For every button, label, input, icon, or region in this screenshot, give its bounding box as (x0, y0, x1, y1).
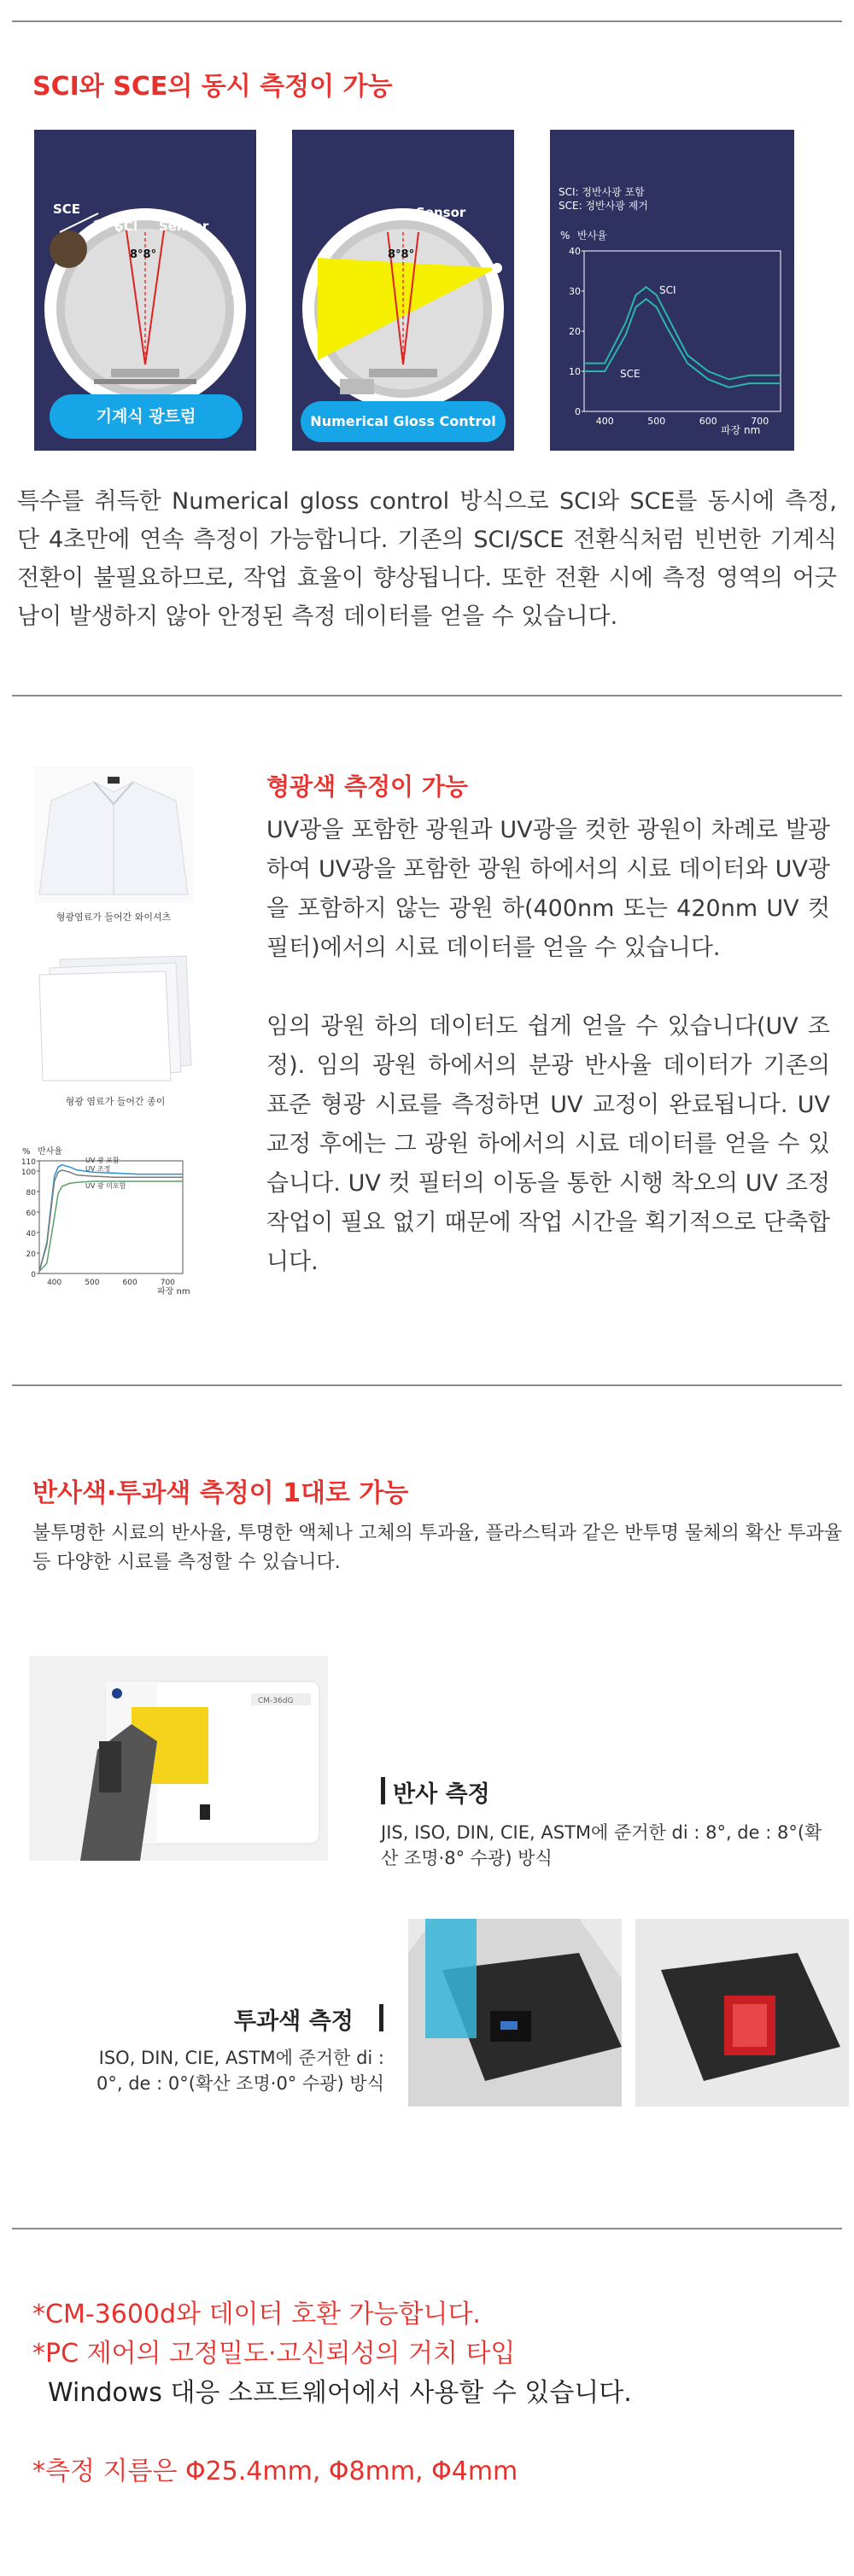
note-line3: Windows 대응 소프트웨어에서 사용할 수 있습니다. (48, 2378, 632, 2408)
section3-intro: 불투명한 시료의 반사율, 투명한 액체나 고체의 투과율, 플라스틱과 같은 반투명 물체의 확산 투과율 등 다양한 시료를 측정할 수 있습니다. (32, 1523, 842, 1573)
y-label-1: 반사율 (577, 230, 607, 242)
label-sci: SCI (114, 219, 138, 234)
note-line1: *CM-3600d와 데이터 호환 가능합니다. (32, 2299, 481, 2329)
device-model-label: CM-36dG (258, 1697, 294, 1705)
sci-sce-chart (550, 130, 794, 451)
legend-line2: SCE: 정반사광 제거 (559, 200, 648, 212)
section1-title: SCI와 SCE의 동시 측정이 가능 (32, 72, 393, 102)
series-label-2: SCE (620, 368, 640, 380)
panel-numerical (292, 130, 514, 451)
series-line-3 (39, 1181, 183, 1272)
section1-paragraph: 특수를 취득한 Numerical gloss control 방식으로 SCI와 SCE를 동시에 측정, 단 4초만에 연속 측정이 가능합니다. 기존의 SCI/SCE 전환식처럼 빈번한 기계식 전환이 불필요하므로, 작업 효율이 향상됩니다. 또한 전환 시에 측정 영역의 어긋남이 발생하지 않아 안정된 측정 데이터를 얻을 수 있습니다. (17, 488, 837, 630)
numerical-button: Numerical Gloss Control (301, 401, 506, 442)
series-line-1 (584, 287, 781, 379)
x-tick-label: 400 (47, 1279, 62, 1287)
y-tick-label: 0 (31, 1271, 36, 1279)
x-tick-label: 700 (160, 1279, 175, 1287)
device-photo (29, 1656, 328, 1861)
section2-paragraph1: UV광을 포함한 광원과 UV광을 컷한 광원이 차례로 발광하여 UV광을 포함한 광원 하에서의 시료 데이터와 UV광을 포함하지 않는 광원 하(400nm 또는 420nm UV 컷 필터)에서의 시료 데이터를 얻을 수 있습니다. (266, 817, 830, 961)
section3-title: 반사색·투과색 측정이 1대로 가능 (32, 1478, 409, 1508)
x-tick-label: 400 (595, 416, 614, 427)
chart-frame (584, 251, 781, 411)
caption-paper: 형광 염료가 들어간 종이 (65, 1096, 166, 1107)
section2-paragraph2: 임의 광원 하의 데이터도 쉽게 얻을 수 있습니다(UV 조정). 임의 광원 하에서의 분광 반사율 데이터가 기존의 표준 형광 시료를 측정하면 UV 교정이 완료됩니다. UV 교정 후에는 그 광원 하에서의 시료 데이터를 얻을 수 있습니다. UV 컷 필터의 이동을 통한 시행 착오의 UV 조정 작업이 필요 없기 때문에 작업 시간을 획기적으로 단축합니다. (266, 1013, 830, 1275)
uv-chart-container (20, 1144, 208, 1297)
transmit-title: 투과색 측정 (234, 2008, 354, 2035)
series-label-2: UV 조정 (85, 1165, 111, 1173)
note-line4: *측정 지름은 Φ25.4mm, Φ8mm, Φ4mm (32, 2457, 518, 2486)
y-tick-label: 10 (569, 366, 581, 377)
transmit-photos (408, 1919, 849, 2107)
y-tick-label: 20 (26, 1250, 36, 1259)
x-tick-label: 700 (751, 416, 769, 427)
panel-mechanical (34, 130, 256, 451)
y-tick-label: 60 (26, 1209, 36, 1218)
x-tick-label: 600 (699, 416, 717, 427)
legend-line1: SCI: 정반사광 포함 (559, 186, 645, 198)
reflect-marker (381, 1777, 385, 1804)
uv-chart (20, 1144, 208, 1297)
label-sce: SCE (53, 201, 81, 217)
label-sensor: Sensor (159, 219, 209, 234)
x-label-1: 파장 nm (721, 424, 761, 436)
y-tick-label: 40 (26, 1230, 36, 1238)
series-line-2 (584, 299, 781, 387)
transmit-desc: ISO, DIN, CIE, ASTM에 준거한 di : 0°, de : 0°(확산 조명·0° 수광) 방식 (97, 2048, 384, 2094)
y-label-2: 반사율 (38, 1147, 62, 1157)
angle-label-2: 8°8° (388, 248, 415, 261)
reflect-title: 반사 측정 (393, 1781, 490, 1808)
y-tick-label: 20 (569, 326, 581, 337)
x-tick-label: 500 (647, 416, 666, 427)
y-tick-label: 30 (569, 286, 581, 297)
y-tick-label: 0 (575, 406, 581, 417)
y-unit-1: % (560, 230, 570, 242)
section2-title: 형광색 측정이 가능 (266, 772, 468, 801)
divider-2 (12, 1384, 842, 1386)
reflect-desc: JIS, ISO, DIN, CIE, ASTM에 준거한 di : 8°, de : 8°(확산 조명·8° 수광) 방식 (381, 1822, 822, 1868)
caption-shirt: 형광염료가 들어간 와이셔츠 (56, 912, 172, 923)
x-label-2: 파장 nm (157, 1287, 190, 1297)
divider-3 (12, 2228, 842, 2229)
paper-image (34, 954, 196, 1082)
series-label-1: SCI (659, 284, 676, 296)
y-tick-label: 110 (20, 1158, 36, 1167)
divider-top (12, 20, 842, 22)
shirt-image (34, 766, 193, 903)
y-tick-label: 100 (20, 1169, 36, 1177)
x-tick-label: 600 (122, 1279, 137, 1287)
angle-label: 8°8° (130, 248, 157, 261)
note-line2: *PC 제어의 고정밀도·고신뢰성의 거치 타입 (32, 2339, 516, 2369)
divider-1 (12, 695, 842, 696)
panel-chart (550, 130, 794, 451)
y-tick-label: 80 (26, 1189, 36, 1198)
transmit-marker (379, 2004, 383, 2031)
series-label-1: UV 광 포함 (85, 1157, 120, 1164)
x-tick-label: 500 (85, 1279, 100, 1287)
label-sensor-2: Sensor (416, 205, 466, 220)
y-unit-2: % (22, 1147, 31, 1157)
series-label-3: UV 광 미포함 (85, 1182, 126, 1190)
mechanical-button: 기계식 광트럼 (50, 394, 243, 439)
y-tick-label: 40 (569, 246, 581, 257)
